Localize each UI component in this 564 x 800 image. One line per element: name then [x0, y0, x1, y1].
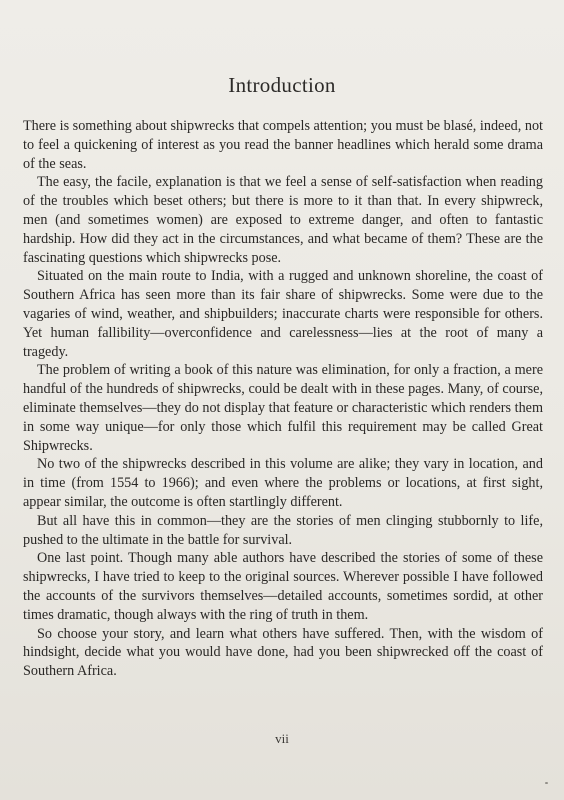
- paragraph-8: So choose your story, and learn what others have suffered. Then, with the wisdom of hindsight, decide what you would have done, had you been shipwrecked off the coast of Southern Africa.: [23, 625, 543, 680]
- paragraph-2: The easy, the facile, explanation is that we feel a sense of self-satisfaction when reading of the troubles which beset others; but there is more to it than that. In every shipwreck, men (and sometimes women) are exposed to extreme danger, and often to fantastic hardship. How did they act in the circumstances, and what became of them? These are the fascinating questions which shipwrecks pose.: [23, 174, 543, 266]
- paragraph-4: The problem of writing a book of this nature was elimination, for only a fraction, a mere handful of the hundreds of shipwrecks, could be dealt with in these pages. Many, of course, eliminate themselves—they do not display that feature or characteristic which renders them in some way unique—for only those which fulfil this requirement may be called Great Shipwrecks.: [23, 362, 543, 454]
- paragraph-3: Situated on the main route to India, with a rugged and unknown shoreline, the coast of Southern Africa has seen more than its fair share of shipwrecks. Some were due to the vagaries of wind, weather, and shipbuilders; inaccurate charts were responsible for others. Yet human fallibility—overconfidence and carelessness—lies at the root of many a tragedy.: [23, 268, 543, 360]
- page-number: vii: [275, 731, 289, 746]
- page-title: Introduction: [228, 73, 336, 97]
- paper-speck: [545, 782, 548, 784]
- paragraph-7: One last point. Though many able authors have described the stories of some of these shipwrecks, I have tried to keep to the original sources. Wherever possible I have followed the accounts of the survivors themselves—detailed accounts, sometimes sordid, at other times dramatic, though always with the ring of truth in them.: [23, 550, 543, 623]
- paragraph-1: There is something about shipwrecks that compels attention; you must be blasé, indeed, not to feel a quickening of interest as you read the banner headlines which herald some drama of the seas.: [23, 118, 543, 172]
- paragraph-6: But all have this in common—they are the stories of men clinging stubbornly to life, pushed to the ultimate in the battle for survival.: [23, 512, 543, 548]
- paragraph-5: No two of the shipwrecks described in this volume are alike; they vary in location, and in time (from 1554 to 1966); and even where the problems or locations, at first sight, appear similar, the outcome is often startlingly different.: [23, 456, 543, 510]
- body-text: [23, 117, 543, 681]
